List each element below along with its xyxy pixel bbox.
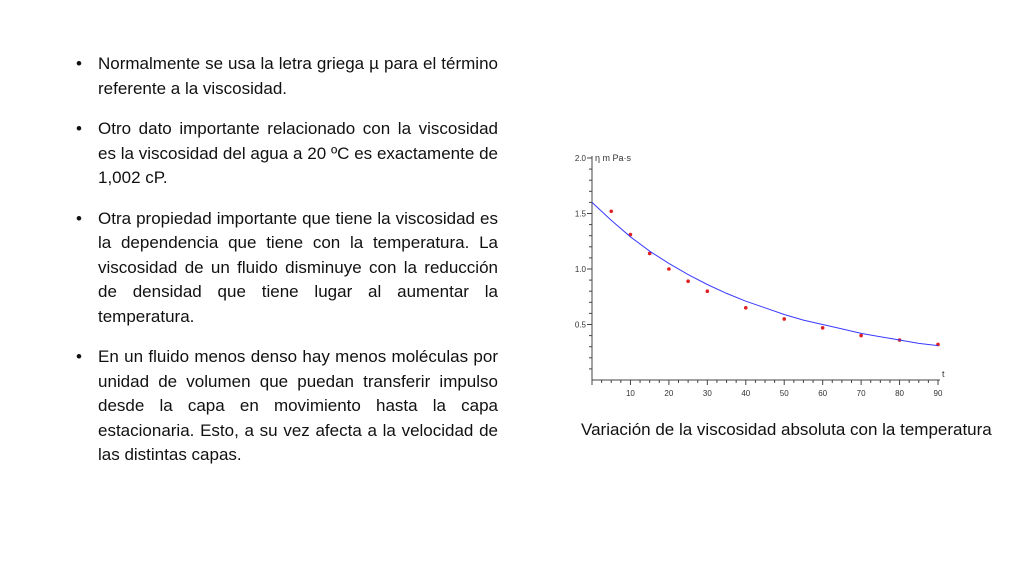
bullet-item: [76, 207, 498, 330]
x-tick-label: 90: [933, 389, 943, 398]
bullet-item: [76, 345, 498, 468]
y-axis-label: η m Pa·s: [595, 153, 632, 163]
data-point: [609, 209, 613, 213]
viscosity-chart: [555, 145, 960, 405]
bullet-marker: •: [76, 54, 82, 73]
data-point: [667, 267, 671, 271]
bullet-item: [76, 52, 498, 101]
y-tick-label: 1.0: [574, 265, 586, 274]
x-tick-label: 50: [779, 389, 789, 398]
bullet-marker: •: [76, 119, 82, 138]
data-point: [782, 317, 786, 321]
data-point: [744, 306, 748, 310]
bullet-item: [76, 117, 498, 191]
x-tick-label: 40: [741, 389, 751, 398]
bullet-text: Otro dato importante relacionado con la viscosidad es la viscosidad del agua a 20 ºC es exactamente de 1,002 cP.: [98, 119, 498, 187]
x-tick-label: 80: [895, 389, 905, 398]
y-tick-label: 0.5: [574, 320, 586, 330]
x-tick-label: 60: [818, 389, 828, 398]
bullet-text: Normalmente se usa la letra griega µ para el término referente a la viscosidad.: [98, 54, 498, 98]
x-tick-label: 10: [625, 389, 635, 398]
x-tick-label: 30: [702, 389, 712, 398]
bullet-marker: •: [76, 208, 82, 228]
data-point: [821, 326, 825, 330]
x-tick-label: 20: [664, 389, 674, 398]
y-tick-label: 1.5: [574, 209, 586, 219]
bullet-text: Otra propiedad importante que tiene la viscosidad es la dependencia que tiene con la temperatura. La viscosidad de un fluido disminuye con la reducción de densidad que tiene lugar al aumentar la temperatura.: [98, 208, 498, 326]
data-point: [859, 334, 863, 338]
x-tick-label: 70: [856, 389, 866, 398]
data-point: [686, 279, 690, 283]
bullet-marker: •: [76, 347, 82, 366]
bullet-text: En un fluido menos denso hay menos moléculas por unidad de volumen que puedan transferir impulso desde la capa en movimiento hasta la capa estacionaria. Esto, a su vez afecta a la velocidad de las distintas capas.: [98, 347, 498, 464]
x-axis-label: t: [942, 369, 945, 379]
data-point: [706, 289, 710, 293]
fit-curve: [592, 202, 938, 345]
y-tick-label: 2.0: [574, 154, 586, 163]
chart-caption: Variación de la viscosidad absoluta con la temperatura: [581, 420, 992, 439]
bullet-list: [76, 52, 498, 484]
